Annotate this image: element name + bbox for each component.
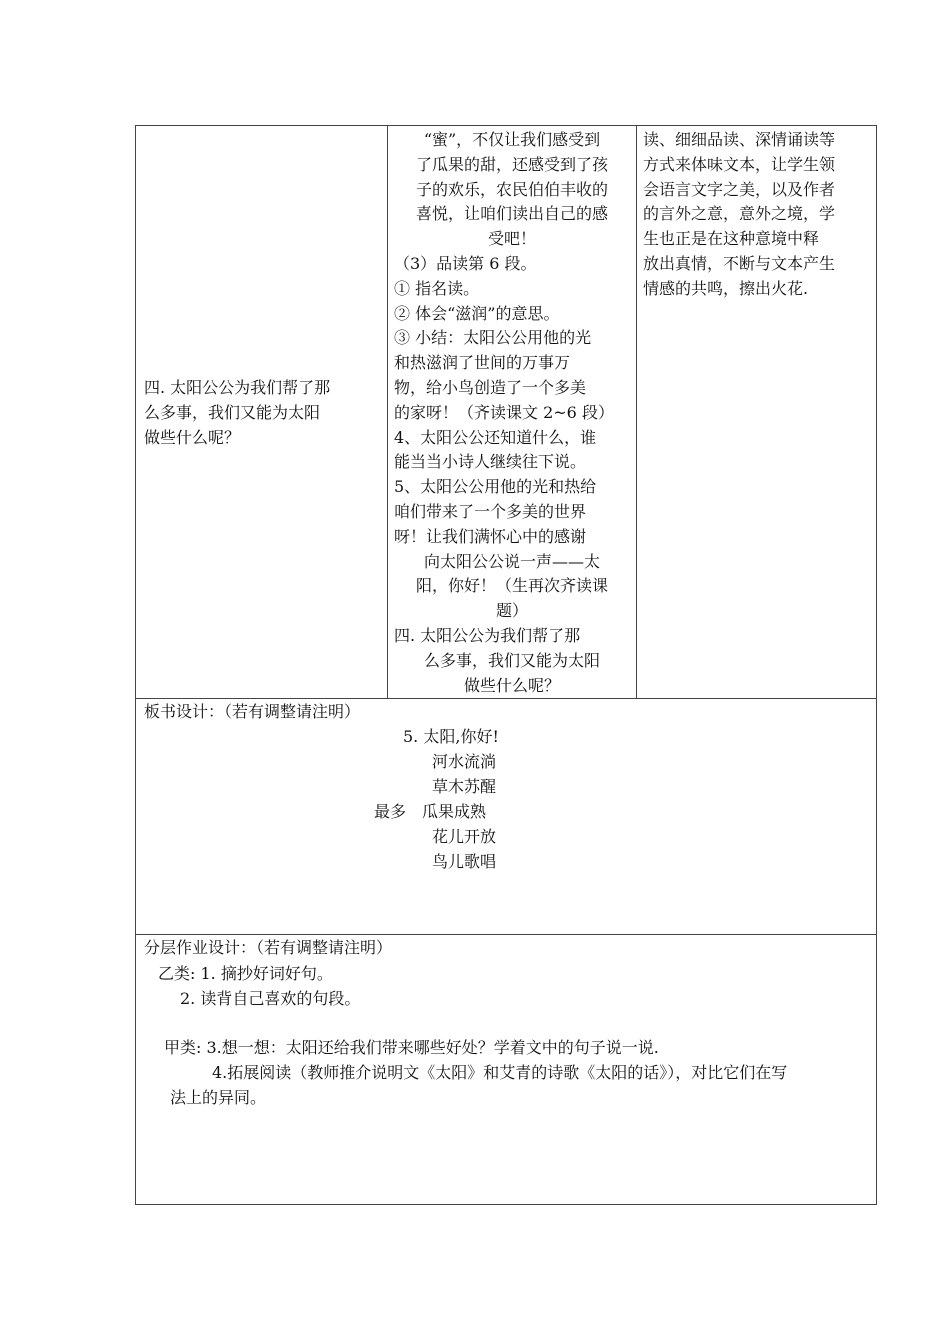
- text-line: “蜜”，不仅让我们感受到: [423, 130, 601, 149]
- design-intent-cell: [643, 128, 873, 302]
- text-line: 题）: [495, 601, 528, 621]
- text-line: 子的欢乐，农民伯伯丰收的: [415, 179, 608, 199]
- text-line: 的家呀！（齐读课文 2~6 段）: [394, 402, 614, 422]
- text-line: 5、太阳公公用他的光和热给: [394, 477, 597, 497]
- column-divider: [636, 126, 637, 699]
- text-line: 四. 太阳公公为我们帮了那: [394, 625, 581, 645]
- homework-line: 4.拓展阅读（教师推介说明文《太阳》和艾青的诗歌《太阳的话》），对比它们在写: [212, 1063, 788, 1082]
- text-line: 向太阳公公说一声——太: [423, 551, 600, 571]
- text-line: 物，给小鸟创造了一个多美: [394, 377, 587, 397]
- text-line: 做些什么呢？: [144, 427, 241, 447]
- board-item: 草木苏醒: [432, 777, 497, 796]
- process-cell: [394, 128, 630, 698]
- homework-line: 乙类: 1. 摘抄好词好句。: [158, 964, 333, 983]
- text-line: 受吧！: [487, 229, 536, 249]
- text-line: 阳，你好！（生再次齐读课: [415, 576, 608, 596]
- text-line: 呀！让我们满怀心中的感谢: [394, 526, 587, 546]
- text-line: 和热滋润了世间的万事万: [394, 353, 571, 373]
- text-line: ③ 小结：太阳公公用他的光: [394, 328, 592, 348]
- homework-line: 甲类: 3.想一想：太阳还给我们带来哪些好处？学着文中的句子说一说.: [164, 1038, 659, 1057]
- activity-cell: [144, 376, 382, 450]
- board-item: 鸟儿歌唱: [432, 852, 497, 871]
- row-divider: [136, 934, 876, 935]
- text-line: 情感的共鸣，擦出火花.: [643, 278, 809, 298]
- text-line: 4、太阳公公还知道什么，谁: [394, 427, 597, 447]
- text-line: 做些什么呢？: [463, 675, 560, 695]
- text-line: 四. 太阳公公为我们帮了那: [144, 378, 331, 397]
- text-line: 能当当小诗人继续往下说。: [394, 452, 587, 472]
- text-line: 么多事，我们又能为太阳: [423, 650, 600, 670]
- text-line: 么多事，我们又能为太阳: [144, 402, 321, 422]
- board-item: 瓜果成熟: [422, 802, 487, 821]
- board-title: 5. 太阳,你好!: [403, 727, 499, 746]
- text-line: 咱们带来了一个多美的世界: [394, 501, 587, 521]
- board-item: 花儿开放: [432, 827, 497, 846]
- text-line: 会语言文字之美，以及作者: [643, 179, 836, 199]
- text-line: ① 指名读。: [394, 278, 480, 298]
- homework-line: 法上的异同。: [170, 1088, 267, 1107]
- board-item: 河水流淌: [432, 752, 497, 771]
- homework-heading: 分层作业设计：（若有调整请注明）: [144, 938, 393, 957]
- text-line: 喜悦，让咱们读出自己的感: [415, 204, 608, 224]
- lesson-plan-table: [135, 125, 877, 1205]
- text-line: 的言外之意，意外之境，学: [643, 204, 836, 224]
- text-line: 生也正是在这种意境中释: [643, 229, 820, 249]
- board-bracket-label: 最多: [374, 802, 407, 821]
- column-divider: [387, 126, 388, 699]
- text-line: （3）品读第 6 段。: [394, 253, 537, 273]
- board-heading: 板书设计：（若有调整请注明）: [144, 702, 361, 721]
- text-line: 读、细细品读、深情诵读等: [643, 130, 836, 149]
- text-line: 了瓜果的甜，还感受到了孩: [415, 154, 608, 174]
- homework-line: 2. 读背自己喜欢的句段。: [180, 989, 361, 1008]
- text-line: 放出真情，不断与文本产生: [643, 253, 836, 273]
- text-line: ② 体会“滋润”的意思。: [394, 303, 560, 323]
- text-line: 方式来体味文本，让学生领: [643, 154, 836, 174]
